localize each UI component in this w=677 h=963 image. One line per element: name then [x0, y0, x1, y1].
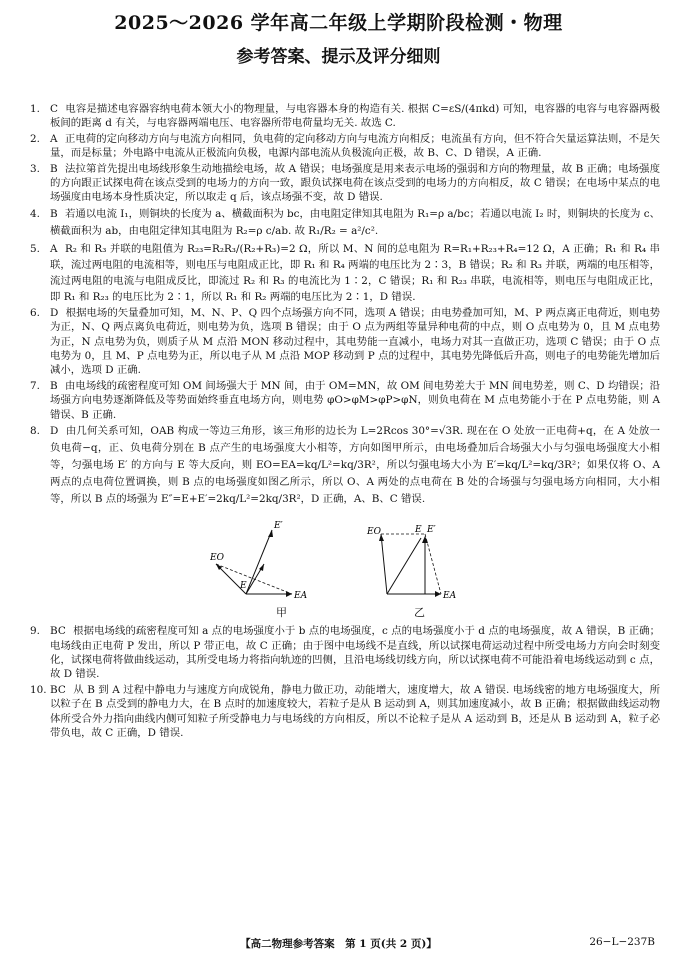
- arrowhead-icon: [259, 564, 264, 571]
- arrowhead-icon: [435, 591, 441, 597]
- item-explanation: 电容是描述电容器容纳电荷本领大小的物理量，与电容器本身的构造有关. 根据 C=εS/(4πkd) 可知，电容器的电容与电容器两极板间的距离 d 有关，与电容器两端电压、电容器所带电荷量均无关. 故选 C.: [50, 103, 660, 130]
- answer-item-9: [30, 624, 660, 682]
- item-answer: D: [50, 306, 59, 319]
- vector-eo: [381, 534, 387, 594]
- vector-e-prime: [387, 538, 421, 594]
- item-number: 9.: [30, 625, 40, 638]
- item-answer: B: [50, 207, 58, 220]
- answer-item-2: [30, 132, 660, 161]
- answer-item-8: [30, 423, 660, 508]
- item-answer: C: [50, 103, 58, 115]
- item-answer: D: [50, 425, 59, 438]
- answer-item-6: [30, 306, 660, 378]
- item-answer: B: [50, 379, 58, 392]
- figure-caption-yi: 乙: [414, 606, 425, 620]
- label-e-prime: E′: [427, 525, 436, 536]
- label-ea: EA: [443, 591, 457, 602]
- arrowhead-icon: [268, 530, 273, 537]
- label-eo: EO: [367, 527, 381, 538]
- item-answer: BC: [50, 683, 66, 696]
- item-number: 5.: [30, 242, 40, 255]
- answer-item-5: [30, 241, 660, 305]
- label-e: E: [415, 525, 422, 536]
- item-number: 8.: [30, 425, 40, 438]
- item-explanation: 从 B 到 A 过程中静电力与速度方向成锐角，静电力做正功，动能增大，速度增大，故 A 错误. 电场线密的地方电场强度大，所以粒子在 B 点受到的静电力大，在 B 点时的加速度较大，若粒子是从 B 运动到 A，则其加速度减小，故 B 正确；根据做曲线运动物体所受合外力指向曲线内侧可知粒子所受静电力与电场线的方向相反，所以不论粒子是从 A 运动到 B，还是从 B 运动到 A，粒子必带负电，故 C 正确，D 错误.: [50, 683, 661, 739]
- item-number: 10.: [30, 683, 47, 696]
- figure-caption-jia: 甲: [276, 606, 287, 620]
- item-explanation: 正电荷的定向移动方向与电流方向相同，负电荷的定向移动方向与电流方向相反；电流虽有方向，但不符合矢量运算法则，不是矢量，而是标量；外电路中电流从正极流向负极，电源内部电流从负极流向正极，故 B、C、D 错误，A 正确.: [50, 132, 660, 160]
- answer-item-4: [30, 206, 660, 240]
- item-number: 7.: [30, 379, 40, 392]
- item-number: 1.: [30, 103, 40, 115]
- answer-item-1: [30, 102, 660, 131]
- figure-row: [30, 512, 660, 622]
- item-explanation: 根据电场线的疏密程度可知 a 点的电场强度小于 b 点的电场强度，c 点的电场强度小于 d 点的电场强度，故 A 错误，B 正确；电场线由正电荷 P 发出，所以 P 带正电，故 C 正确；由于图中电场线不是直线，所以试探电荷运动过程中所受电场力方向会时刻变化，试探电荷将做曲线运动，其所受电场力将指向轨迹的凹侧，且沿电场线切线方向，所以试探电荷不可能沿着电场线运动到 c 点，故 D 错误.: [50, 625, 661, 681]
- item-explanation: 根据电场的矢量叠加可知，M、N、P、Q 四个点场强方向不同，选项 A 错误；由电势叠加可知，M、P 两点离正电荷近，则电势为正，N、Q 两点离负电荷近，则电势为负，选项 B 错误；由于 O 点为两组等量异种电荷的中点，则 O 点电势为 0，且 M 点电势为正，N 点电势为负，则质子从 M 点沿 MON 移动过程中，其电势能一直减小，电场力对其一直做正功，选项 C 错误；由于 O 点电势为 0，且 M、P 点电势为正，所以电子从 M 点沿 MOP 移动到 P 点的过程中，其电势先降低后升高，则电子的电势能先增加后减小，选项 D 正确.: [50, 306, 660, 377]
- arrowhead-icon: [422, 536, 428, 543]
- item-explanation: 由几何关系可知，OAB 构成一等边三角形，该三角形的边长为 L=2Rcos 30°=√3R. 现在在 O 处放一正电荷+q，在 A 处放一负电荷−q，正、负电荷分别在 B 点产生的电场强度大小相等，方向如图甲所示，由电场叠加后合场强大小与匀强电场强度大小相等，匀强电场 E′ 的方向与 E 等大反向，则 EO=EA=kq/L²=kq/3R²，所以匀强电场大小为 E′=kq/L²=kq/3R²；如果仅将 O、A 两点的点电荷位置调换，则 B 点的电场强度如图乙所示，所以 O、A 两处的点电荷在 B 处的合场强与匀强电场方向相同，大小相等，所以 B 点的场强为 E″=E+E′=2kq/L²=2kq/3R²，D 正确，A、B、C 错误.: [50, 425, 661, 506]
- footer-code: 26−L−237B: [589, 936, 655, 948]
- answer-item-7: [30, 379, 660, 422]
- item-number: 2.: [30, 132, 40, 145]
- item-explanation: 若通以电流 I₁，则铜块的长度为 a、横截面积为 bc，由电阻定律知其电阻为 R₁=ρ a/bc；若通以电流 I₂ 时，则铜块的长度为 c、横截面积为 ab，由电阻定律知其电阻为 R₂=ρ c/ab. 故 R₁/R₂ = a²/c².: [50, 207, 660, 237]
- answer-item-3: [30, 162, 660, 205]
- item-answer: BC: [50, 625, 66, 638]
- figure-yi: [365, 512, 485, 604]
- answer-list: [30, 102, 660, 741]
- label-eo: EO: [210, 553, 224, 564]
- item-number: 6.: [30, 306, 40, 319]
- item-explanation: R₂ 和 R₃ 并联的电阻值为 R₂₃=R₂R₃/(R₂+R₃)=2 Ω，所以 M、N 间的总电阻为 R=R₁+R₂₃+R₄=12 Ω，A 正确；R₁ 和 R₄ 串联，流过两电阻的电流相等，则电压与电阻成正比，即 R₁ 和 R₄ 两端的电压比为 2∶3，B 错误；R₂ 和 R₃ 并联，两端的电压相等，流过两电阻的电流与电阻成反比，即流过 R₂ 和 R₃ 的电流比为 1∶2，C 错误；R₁ 和 R₂₃ 串联，电流相等，则电压与电阻成正比，即 R₁ 和 R₂₃ 的电压比为 2∶1，所以 R₁ 和 R₂ 两端的电压比为 2∶1，D 错误.: [50, 242, 660, 303]
- answer-item-10: [30, 683, 660, 741]
- label-ea: EA: [294, 591, 308, 602]
- page-title: 2025～2026 学年高二年级上学期阶段检测・物理: [114, 12, 563, 34]
- item-answer: A: [50, 132, 58, 145]
- item-number: 3.: [30, 162, 40, 175]
- item-answer: B: [50, 162, 58, 175]
- item-number: 4.: [30, 207, 40, 220]
- footer-page-info: 【高二物理参考答案 第 1 页(共 2 页)】: [240, 938, 437, 950]
- page-subtitle: 参考答案、提示及评分细则: [236, 47, 441, 67]
- dashed-line: [216, 564, 292, 594]
- label-e: E: [240, 581, 247, 592]
- item-answer: A: [50, 242, 58, 255]
- item-explanation: 由电场线的疏密程度可知 OM 间场强大于 MN 间，由于 OM=MN，故 OM 间电势差大于 MN 间电势差，则 C、D 均错误；沿场强方向电势逐渐降低及等势面始终垂直电场方向，则电势 φO>φM>φP>φN，则负电荷在 M 点电势能小于在 P 点电势能，则 A 错误、B 正确.: [50, 379, 661, 421]
- item-explanation: 法拉第首先提出电场线形象生动地描绘电场，故 A 错误；电场强度是用来表示电场的强弱和方向的物理量，故 B 正确；电场强度的方向跟正试探电荷在该点受到的电场力的方向一致，跟负试探电荷在该点受到的电场力的方向相反，故 C 错误；在电场中某点的电场强度由电场本身性质决定，所以取走 q 后，该点场强不变，故 D 错误.: [50, 162, 660, 204]
- figure-jia: [210, 512, 350, 604]
- label-e-prime: E′: [274, 521, 283, 532]
